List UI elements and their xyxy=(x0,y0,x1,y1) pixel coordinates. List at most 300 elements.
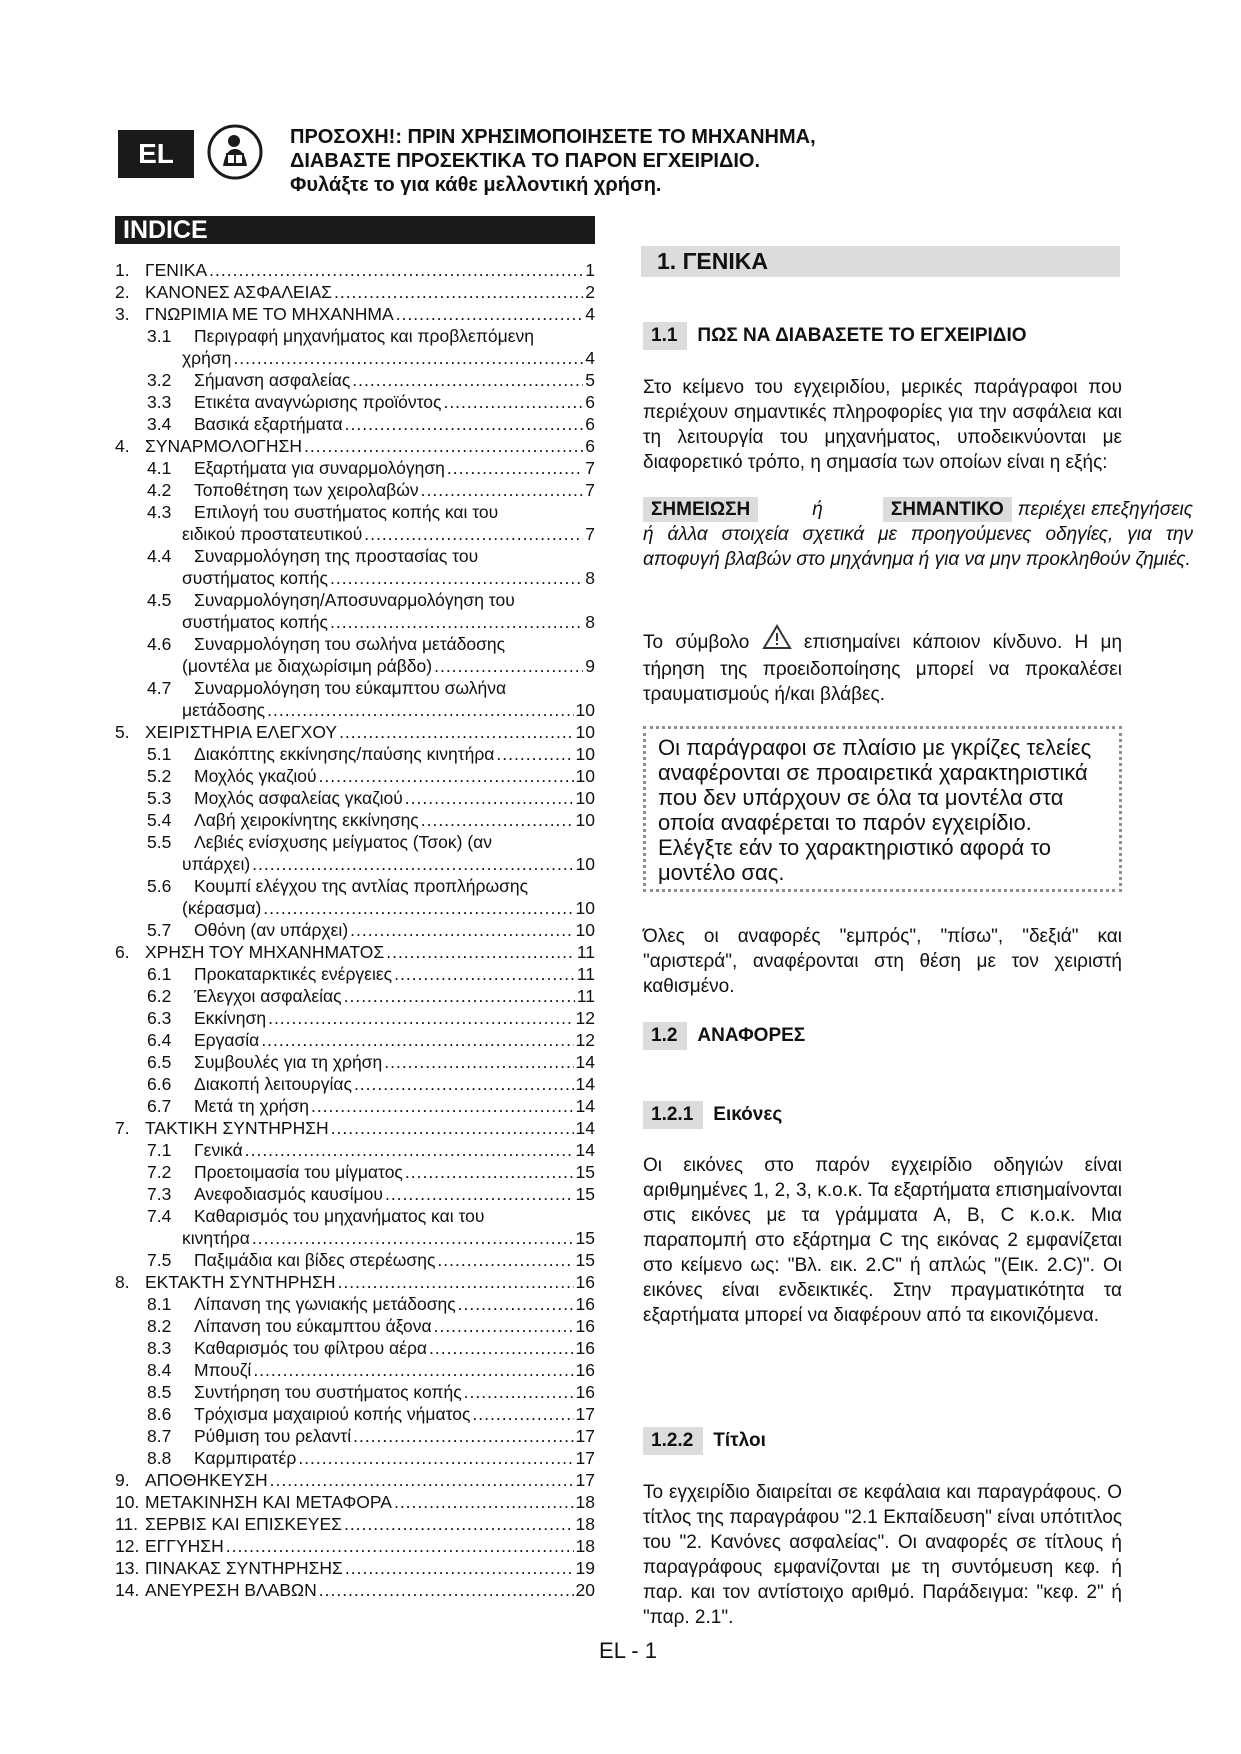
toc-title: συστήματος κοπής xyxy=(182,568,328,588)
toc-entry xyxy=(115,589,595,611)
toc-title: ΑΝΕΥΡΕΣΗ ΒΛΑΒΩΝ xyxy=(145,1580,317,1600)
toc-number: 6.6 xyxy=(147,1074,172,1094)
danger-symbol-paragraph xyxy=(643,624,1122,707)
toc-title: (κέρασμα) xyxy=(182,898,262,918)
toc-entry xyxy=(115,677,595,699)
toc-title: Προετοιμασία του μίγματος xyxy=(194,1162,403,1182)
toc-title: ΣΕΡΒΙΣ ΚΑΙ ΕΠΙΣΚΕΥΕΣ xyxy=(145,1514,342,1534)
toc-title: Έλεγχοι ασφαλείας xyxy=(194,986,342,1006)
toc-leader-dots xyxy=(345,1557,574,1579)
toc-leader-dots xyxy=(344,1513,574,1535)
toc-title: (μοντέλα με διαχωρίσιμη ράβδο) xyxy=(182,656,433,676)
toc-title: Συναρμολόγηση του σωλήνα μετάδοσης xyxy=(194,634,506,654)
toc-entry xyxy=(115,1337,595,1359)
note-text: περιέχει επεξηγήσεις ή άλλα στοιχεία σχετικά με προηγούμενες οδηγίες, για την αποφυγή βλαβών στο μηχάνημα ή για να μην προκληθούν ζημιές. xyxy=(643,499,1193,570)
toc-title: ΧΕΙΡΙΣΤΗΡΙΑ ΕΛΕΓΧΟΥ xyxy=(145,722,338,742)
toc-leader-dots xyxy=(472,1403,573,1425)
toc-entry xyxy=(115,391,595,413)
section-number: 1.2.2 xyxy=(643,1427,703,1455)
toc-title: Γενικά xyxy=(194,1140,243,1160)
toc-number: 8.8 xyxy=(147,1448,172,1468)
optional-features-text: Οι παράγραφοι σε πλαίσιο με γκρίζες τελείες αναφέρονται σε προαιρετικά χαρακτηριστικά που δεν υπάρχουν σε όλα τα μοντέλα στα οποία αναφέρεται το παρόν εγχειρίδιο. Ελέγξτε εάν το χαρακτηριστικό αφορά το μοντέλο σας. xyxy=(658,735,1092,885)
toc-entry xyxy=(115,523,595,545)
toc-title: ΚΑΝΟΝΕΣ ΑΣΦΑΛΕΙΑΣ xyxy=(145,282,332,302)
toc-page: 10 xyxy=(575,898,595,918)
toc-number: 8.7 xyxy=(147,1426,172,1446)
toc-page: 12 xyxy=(575,1030,595,1050)
toc-number: 8. xyxy=(115,1272,130,1292)
toc-leader-dots xyxy=(331,1117,574,1139)
toc-title: Ρύθμιση του ρελαντί xyxy=(194,1426,352,1446)
toc-title: Κουμπί ελέγχου της αντλίας προπλήρωσης xyxy=(194,876,529,896)
toc-title: Σήμανση ασφαλείας xyxy=(194,370,351,390)
section-1-2-2-heading xyxy=(643,1427,766,1455)
toc-number: 4. xyxy=(115,436,130,456)
toc-leader-dots xyxy=(344,985,575,1007)
toc-leader-dots xyxy=(261,1029,573,1051)
toc-page: 20 xyxy=(575,1580,595,1600)
page-number: EL - 1 xyxy=(599,1638,657,1663)
toc-entry xyxy=(115,413,595,435)
warning-line-3: Φυλάξτε το για κάθε μελλοντική χρήση. xyxy=(290,174,662,196)
toc-title: μετάδοσης xyxy=(182,700,266,720)
warning-triangle-icon xyxy=(762,624,792,657)
toc-entry xyxy=(115,435,595,457)
table-of-contents xyxy=(115,259,595,1601)
toc-page: 11 xyxy=(576,964,595,984)
toc-leader-dots xyxy=(345,413,584,435)
toc-title: Διακοπή λειτουργίας xyxy=(194,1074,352,1094)
toc-title: ΤΑΚΤΙΚΗ ΣΥΝΤΗΡΗΣΗ xyxy=(145,1118,329,1138)
toc-number: 7.3 xyxy=(147,1184,172,1204)
toc-leader-dots xyxy=(311,1095,574,1117)
toc-entry xyxy=(115,281,595,303)
toc-title: Μετά τη χρήση xyxy=(194,1096,309,1116)
toc-leader-dots xyxy=(405,1161,574,1183)
toc-page: 14 xyxy=(575,1118,595,1138)
toc-leader-dots xyxy=(421,479,584,501)
toc-number: 7.2 xyxy=(147,1162,172,1182)
toc-page: 18 xyxy=(575,1492,595,1512)
toc-number: 7.5 xyxy=(147,1250,172,1270)
toc-number: 8.3 xyxy=(147,1338,172,1358)
symbol-text-post: επισημαίνει κάποιον κίνδυνο. Η μη τήρηση της προειδοποίησης μπορεί να προκαλέσει τραυματισμούς ή/και βλάβες. xyxy=(643,632,1123,705)
toc-entry xyxy=(115,1117,595,1139)
directions-paragraph: Όλες οι αναφορές "εμπρός", "πίσω", "δεξιά" και "αριστερά", αναφέρονται στη θέση με τον χειριστή καθισμένο. xyxy=(643,926,1122,997)
toc-leader-dots xyxy=(434,1315,574,1337)
toc-page: 17 xyxy=(575,1404,595,1424)
toc-leader-dots xyxy=(394,1491,574,1513)
toc-page: 11 xyxy=(576,986,595,1006)
toc-number: 5.2 xyxy=(147,766,172,786)
toc-entry xyxy=(115,1007,595,1029)
toc-leader-dots xyxy=(253,1359,573,1381)
toc-number: 7. xyxy=(115,1118,130,1138)
toc-number: 6.4 xyxy=(147,1030,172,1050)
toc-title: ΜΕΤΑΚΙΝΗΣΗ ΚΑΙ ΜΕΤΑΦΟΡΑ xyxy=(145,1492,392,1512)
important-tag: ΣΗΜΑΝΤΙΚΟ xyxy=(883,497,1012,522)
toc-entry xyxy=(115,809,595,831)
section-number: 1.2 xyxy=(643,1022,687,1050)
toc-leader-dots xyxy=(233,347,583,369)
toc-number: 5. xyxy=(115,722,130,742)
toc-entry xyxy=(115,259,595,281)
toc-leader-dots xyxy=(496,743,573,765)
toc-title: Λίπανση της γωνιακής μετάδοσης xyxy=(194,1294,456,1314)
toc-leader-dots xyxy=(353,1425,573,1447)
toc-title: Διακόπτης εκκίνησης/παύσης κινητήρα xyxy=(194,744,495,764)
toc-page: 19 xyxy=(575,1558,595,1578)
toc-page: 6 xyxy=(585,436,595,456)
toc-leader-dots xyxy=(421,809,574,831)
toc-entry xyxy=(115,545,595,567)
toc-entry xyxy=(115,655,595,677)
toc-page: 9 xyxy=(585,656,595,676)
toc-entry xyxy=(115,941,595,963)
toc-entry xyxy=(115,985,595,1007)
toc-number: 5.7 xyxy=(147,920,172,940)
toc-entry xyxy=(115,963,595,985)
toc-leader-dots xyxy=(447,457,583,479)
toc-page: 7 xyxy=(585,480,595,500)
toc-number: 8.4 xyxy=(147,1360,172,1380)
toc-page: 16 xyxy=(575,1338,595,1358)
toc-number: 2. xyxy=(115,282,130,302)
toc-page: 7 xyxy=(585,524,595,544)
toc-entry xyxy=(115,1205,595,1227)
toc-title: ΕΚΤΑΚΤΗ ΣΥΝΤΗΡΗΣΗ xyxy=(145,1272,336,1292)
toc-number: 7.1 xyxy=(147,1140,172,1160)
toc-number: 13. xyxy=(115,1558,140,1578)
toc-number: 7.4 xyxy=(147,1206,172,1226)
toc-entry xyxy=(115,765,595,787)
toc-number: 8.2 xyxy=(147,1316,172,1336)
toc-page: 6 xyxy=(585,392,595,412)
toc-leader-dots xyxy=(245,1139,574,1161)
toc-entry xyxy=(115,1051,595,1073)
toc-number: 6. xyxy=(115,942,130,962)
toc-title: Καθαρισμός του μηχανήματος και του xyxy=(194,1206,485,1226)
toc-number: 4.1 xyxy=(147,458,172,478)
toc-page: 14 xyxy=(575,1074,595,1094)
toc-page: 16 xyxy=(575,1294,595,1314)
toc-number: 12. xyxy=(115,1536,140,1556)
toc-page: 4 xyxy=(585,304,595,324)
toc-page: 15 xyxy=(575,1162,595,1182)
toc-number: 6.5 xyxy=(147,1052,172,1072)
toc-number: 8.1 xyxy=(147,1294,172,1314)
toc-leader-dots xyxy=(339,721,573,743)
toc-leader-dots xyxy=(385,1183,574,1205)
note-important-paragraph xyxy=(643,497,1193,572)
toc-leader-dots xyxy=(319,1579,574,1601)
toc-entry xyxy=(115,1029,595,1051)
toc-entry xyxy=(115,1403,595,1425)
toc-page: 14 xyxy=(575,1140,595,1160)
toc-leader-dots xyxy=(226,1535,574,1557)
toc-number: 4.7 xyxy=(147,678,172,698)
toc-entry xyxy=(115,919,595,941)
language-badge: EL xyxy=(118,130,194,178)
toc-leader-dots xyxy=(334,281,583,303)
toc-title: ειδικού προστατευτικού xyxy=(182,524,363,544)
toc-number: 8.6 xyxy=(147,1404,172,1424)
toc-page: 1 xyxy=(585,260,595,280)
toc-entry xyxy=(115,325,595,347)
toc-page: 17 xyxy=(575,1470,595,1490)
toc-number: 6.3 xyxy=(147,1008,172,1028)
toc-entry xyxy=(115,369,595,391)
toc-page: 10 xyxy=(575,722,595,742)
toc-leader-dots xyxy=(267,699,573,721)
toc-page: 17 xyxy=(575,1448,595,1468)
toc-title: Τρόχισμα μαχαιριού κοπής νήματος xyxy=(194,1404,471,1424)
toc-entry xyxy=(115,303,595,325)
toc-title: Λαβή χειροκίνητης εκκίνησης xyxy=(194,810,419,830)
toc-page: 14 xyxy=(575,1096,595,1116)
toc-number: 5.6 xyxy=(147,876,172,896)
or-word: ή xyxy=(812,499,823,520)
toc-number: 11. xyxy=(115,1514,139,1534)
toc-number: 9. xyxy=(115,1470,130,1490)
toc-leader-dots xyxy=(434,655,583,677)
toc-title: ΣΥΝΑΡΜΟΛΟΓΗΣΗ xyxy=(145,436,303,456)
toc-title: Επιλογή του συστήματος κοπής και του xyxy=(194,502,499,522)
toc-leader-dots xyxy=(405,787,574,809)
toc-title: Μοχλός γκαζιού xyxy=(194,766,317,786)
titles-paragraph: Το εγχειρίδιο διαιρείται σε κεφάλαια και παραγράφους. Ο τίτλος της παραγράφου "2.1 Εκπαίδευση" είναι υπότιτλος του "2. Κανόνες ασφαλείας". Οι αναφορές σε τίτλους ή παραγράφους εμφανίζονται με τη συντόμευση κεφ. ή παρ. και τον αντίστοιχο αριθμό. Παράδειγμα: "κεφ. 2" ή "παρ. 2.1". xyxy=(643,1482,1122,1628)
section-number: 1.2.1 xyxy=(643,1101,703,1129)
section-1-1-heading xyxy=(643,322,1027,350)
toc-leader-dots xyxy=(268,1007,573,1029)
toc-leader-dots xyxy=(386,941,575,963)
toc-leader-dots xyxy=(252,853,573,875)
toc-title: Λεβιές ενίσχυσης μείγματος (Τσοκ) (αν xyxy=(194,832,493,852)
toc-number: 3.4 xyxy=(147,414,172,434)
toc-leader-dots xyxy=(364,523,583,545)
toc-entry xyxy=(115,1161,595,1183)
toc-number: 3.2 xyxy=(147,370,172,390)
toc-number: 4.6 xyxy=(147,634,172,654)
toc-title: Εργασία xyxy=(194,1030,260,1050)
toc-entry xyxy=(115,787,595,809)
toc-page: 6 xyxy=(585,414,595,434)
toc-leader-dots xyxy=(270,1469,574,1491)
toc-entry xyxy=(115,1557,595,1579)
toc-title: Συναρμολόγηση του εύκαμπτου σωλήνα xyxy=(194,678,507,698)
toc-page: 5 xyxy=(585,370,595,390)
toc-leader-dots xyxy=(443,391,583,413)
toc-title: ΕΓΓΥΗΣΗ xyxy=(145,1536,224,1556)
toc-leader-dots xyxy=(319,765,574,787)
toc-title: ΧΡΗΣΗ ΤΟΥ ΜΗΧΑΝΗΜΑΤΟΣ xyxy=(145,942,385,962)
section-1-2-1-heading xyxy=(643,1101,782,1129)
toc-leader-dots xyxy=(384,1051,573,1073)
toc-leader-dots xyxy=(394,963,575,985)
toc-entry xyxy=(115,1073,595,1095)
toc-title: Εκκίνηση xyxy=(194,1008,267,1028)
toc-title: Τοποθέτηση των χειρολαβών xyxy=(194,480,419,500)
toc-leader-dots xyxy=(330,567,583,589)
toc-number: 5.5 xyxy=(147,832,172,852)
toc-leader-dots xyxy=(464,1381,574,1403)
toc-page: 10 xyxy=(575,810,595,830)
toc-number: 14. xyxy=(115,1580,140,1600)
toc-entry xyxy=(115,1293,595,1315)
warning-line-1: ΠΡΟΣΟΧΗ!: ΠΡΙΝ ΧΡΗΣΙΜΟΠΟΙΗΣΕΤΕ ΤΟ ΜΗΧΑΝΗΜΑ, xyxy=(290,126,816,148)
toc-number: 1. xyxy=(115,260,130,280)
toc-entry xyxy=(115,699,595,721)
toc-entry xyxy=(115,633,595,655)
toc-page: 16 xyxy=(575,1360,595,1380)
toc-title: Συναρμολόγηση/Αποσυναρμολόγηση του xyxy=(194,590,515,610)
toc-entry xyxy=(115,721,595,743)
toc-page: 10 xyxy=(575,788,595,808)
toc-entry xyxy=(115,501,595,523)
toc-page: 10 xyxy=(575,920,595,940)
toc-title: Καρμπιρατέρ xyxy=(194,1448,297,1468)
toc-title: Καθαρισμός του φίλτρου αέρα xyxy=(194,1338,428,1358)
toc-leader-dots xyxy=(298,1447,573,1469)
toc-title: Ανεφοδιασμός καυσίμου xyxy=(194,1184,383,1204)
toc-entry xyxy=(115,1535,595,1557)
toc-leader-dots xyxy=(352,369,583,391)
toc-page: 7 xyxy=(585,458,595,478)
section-number: 1.1 xyxy=(643,322,687,350)
section-1-2-heading xyxy=(643,1022,805,1050)
toc-entry xyxy=(115,1095,595,1117)
warning-line-2: ΔΙΑΒΑΣΤΕ ΠΡΟΣΕΚΤΙΚΑ ΤΟ ΠΑΡΟΝ ΕΓΧΕΙΡΙΔΙΟ. xyxy=(290,150,761,172)
toc-page: 10 xyxy=(575,766,595,786)
toc-title: κινητήρα xyxy=(182,1228,250,1248)
toc-leader-dots xyxy=(354,1073,574,1095)
toc-entry xyxy=(115,611,595,633)
toc-page: 10 xyxy=(575,700,595,720)
toc-entry xyxy=(115,567,595,589)
toc-entry xyxy=(115,457,595,479)
toc-page: 16 xyxy=(575,1316,595,1336)
toc-page: 8 xyxy=(585,568,595,588)
note-tag: ΣΗΜΕΙΩΣΗ xyxy=(643,497,758,522)
toc-page: 4 xyxy=(585,348,595,368)
toc-number: 4.5 xyxy=(147,590,172,610)
toc-title: Συντήρηση του συστήματος κοπής xyxy=(194,1382,462,1402)
toc-title: υπάρχει) xyxy=(182,854,251,874)
toc-entry xyxy=(115,479,595,501)
toc-title: Λίπανση του εύκαμπτου άξονα xyxy=(194,1316,432,1336)
toc-title: Μοχλός ασφαλείας γκαζιού xyxy=(194,788,403,808)
toc-page: 10 xyxy=(575,744,595,764)
toc-page: 16 xyxy=(575,1382,595,1402)
toc-entry xyxy=(115,1271,595,1293)
toc-title: Παξιμάδια και βίδες στερέωσης xyxy=(194,1250,436,1270)
toc-entry xyxy=(115,875,595,897)
toc-number: 3. xyxy=(115,304,130,324)
toc-entry xyxy=(115,1447,595,1469)
toc-number: 5.3 xyxy=(147,788,172,808)
toc-entry xyxy=(115,1315,595,1337)
toc-title: Ετικέτα αναγνώρισης προϊόντος xyxy=(194,392,442,412)
section-title: ΠΩΣ ΝΑ ΔΙΑΒΑΣΕΤΕ ΤΟ ΕΓΧΕΙΡΙΔΙΟ xyxy=(697,325,1027,346)
toc-entry xyxy=(115,347,595,369)
toc-entry xyxy=(115,1425,595,1447)
toc-entry xyxy=(115,1513,595,1535)
toc-entry xyxy=(115,1491,595,1513)
toc-page: 18 xyxy=(575,1536,595,1556)
toc-title: ΑΠΟΘΗΚΕΥΣΗ xyxy=(145,1470,268,1490)
toc-page: 18 xyxy=(575,1514,595,1534)
toc-entry xyxy=(115,853,595,875)
figures-paragraph: Οι εικόνες στο παρόν εγχειρίδιο οδηγιών είναι αριθμημένες 1, 2, 3, κ.ο.κ. Τα εξαρτήματα επισημαίνονται στις εικόνες με τα γράμματα A, B, C κ.ο.κ. Μια παραπομπή στο εξάρτημα C της εικόνας 2 εμφανίζεται στο κείμενο ως: "Βλ. εικ. 2.C" ή απλώς "(Εικ. 2.C)". Οι εικόνες είναι ενδεικτικές. Στην πραγματικότητα τα εξαρτήματα μπορεί να διαφέρουν από τα εικονιζόμενα. xyxy=(643,1155,1122,1326)
toc-entry xyxy=(115,743,595,765)
toc-leader-dots xyxy=(330,611,583,633)
toc-title: συστήματος κοπής xyxy=(182,612,328,632)
toc-title: χρήση xyxy=(182,348,232,368)
toc-leader-dots xyxy=(263,897,573,919)
toc-number: 3.1 xyxy=(147,326,172,346)
index-title: INDICE xyxy=(115,216,595,244)
how-to-read-paragraph: Στο κείμενο του εγχειριδίου, μερικές παράγραφοι που περιέχουν σημαντικές πληροφορίες για την ασφάλεια και τη λειτουργία του μηχανήματος, υποδεικνύονται με διαφορετικό τρόπο, η σημασία των οποίων είναι η εξής: xyxy=(643,377,1122,473)
toc-entry xyxy=(115,1579,595,1601)
toc-page: 11 xyxy=(576,942,595,962)
optional-features-note xyxy=(643,726,1122,892)
toc-title: Περιγραφή μηχανήματος και προβλεπόμενη xyxy=(194,326,535,346)
toc-entry xyxy=(115,1227,595,1249)
toc-leader-dots xyxy=(437,1249,573,1271)
toc-page: 14 xyxy=(575,1052,595,1072)
toc-page: 15 xyxy=(575,1228,595,1248)
toc-entry xyxy=(115,1249,595,1271)
toc-page: 15 xyxy=(575,1250,595,1270)
read-manual-icon xyxy=(207,124,263,180)
toc-number: 4.3 xyxy=(147,502,172,522)
section-title: ΑΝΑΦΟΡΕΣ xyxy=(697,1025,806,1046)
toc-page: 8 xyxy=(585,612,595,632)
toc-number: 6.7 xyxy=(147,1096,172,1116)
toc-number: 6.1 xyxy=(147,964,172,984)
toc-title: Συναρμολόγηση της προστασίας του xyxy=(194,546,479,566)
toc-title: Προκαταρκτικές ενέργειες xyxy=(194,964,393,984)
toc-leader-dots xyxy=(429,1337,574,1359)
toc-title: ΓΝΩΡΙΜΙΑ ΜΕ ΤΟ ΜΗΧΑΝΗΜΑ xyxy=(145,304,394,324)
toc-number: 4.2 xyxy=(147,480,172,500)
toc-title: Μπουζί xyxy=(194,1360,252,1380)
toc-number: 3.3 xyxy=(147,392,172,412)
toc-title: Εξαρτήματα για συναρμολόγηση xyxy=(194,458,445,478)
toc-leader-dots xyxy=(350,919,573,941)
toc-entry xyxy=(115,1183,595,1205)
toc-page: 12 xyxy=(575,1008,595,1028)
toc-title: ΓΕΝΙΚΑ xyxy=(145,260,208,280)
toc-entry xyxy=(115,1469,595,1491)
toc-title: Βασικά εξαρτήματα xyxy=(194,414,343,434)
toc-number: 5.4 xyxy=(147,810,172,830)
toc-title: Συμβουλές για τη χρήση xyxy=(194,1052,383,1072)
section-title: Τίτλοι xyxy=(713,1430,766,1451)
toc-entry xyxy=(115,1139,595,1161)
section-title: Εικόνες xyxy=(713,1104,783,1125)
toc-title: Οθόνη (αν υπάρχει) xyxy=(194,920,349,940)
toc-page: 17 xyxy=(575,1426,595,1446)
toc-title: ΠΙΝΑΚΑΣ ΣΥΝΤΗΡΗΣΗΣ xyxy=(145,1558,343,1578)
toc-number: 6.2 xyxy=(147,986,172,1006)
toc-leader-dots xyxy=(304,435,583,457)
toc-entry xyxy=(115,1359,595,1381)
toc-page: 10 xyxy=(575,854,595,874)
toc-leader-dots xyxy=(209,259,583,281)
toc-entry xyxy=(115,1381,595,1403)
toc-entry xyxy=(115,831,595,853)
